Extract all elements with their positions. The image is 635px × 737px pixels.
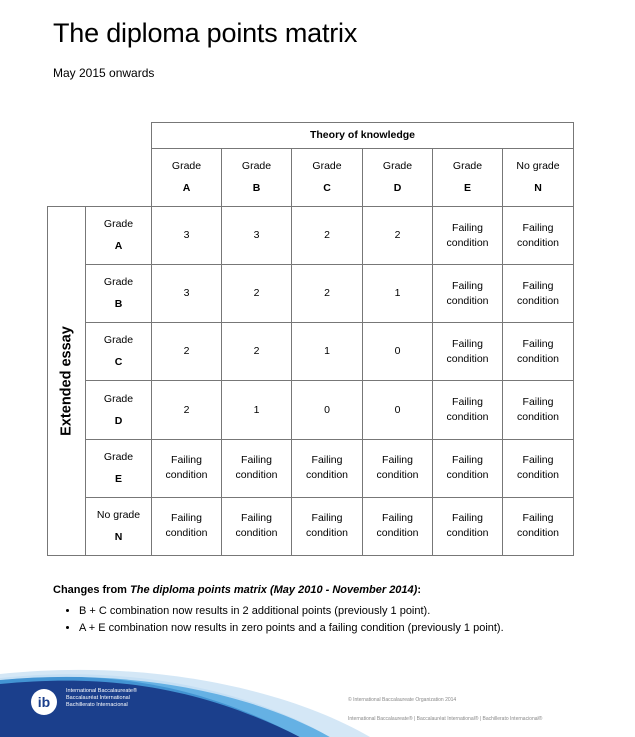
matrix-cell: Failing condition bbox=[433, 439, 503, 497]
matrix-cell: Failing condition bbox=[503, 497, 574, 555]
matrix-cell: 3 bbox=[152, 265, 222, 323]
ee-grade-e: Grade E bbox=[86, 439, 152, 497]
matrix-cell: 1 bbox=[292, 323, 363, 381]
matrix-cell: 3 bbox=[152, 207, 222, 265]
matrix-cell: Failing condition bbox=[292, 497, 363, 555]
tok-grade-b: Grade B bbox=[222, 149, 292, 207]
ee-grade-a: Grade A bbox=[86, 207, 152, 265]
matrix-cell: Failing condition bbox=[222, 497, 292, 555]
matrix-cell: Failing condition bbox=[503, 207, 574, 265]
points-matrix bbox=[47, 122, 574, 556]
matrix-cell: Failing condition bbox=[433, 207, 503, 265]
svg-text:ib: ib bbox=[37, 694, 51, 710]
changes-list bbox=[53, 605, 504, 634]
copyright-text: © International Baccalaureate Organization 2014 bbox=[348, 697, 457, 703]
ib-logo-icon bbox=[31, 689, 57, 715]
matrix-cell: 1 bbox=[222, 381, 292, 439]
matrix-cell: 0 bbox=[363, 323, 433, 381]
tok-grade-e: Grade E bbox=[433, 149, 503, 207]
matrix-cell: 2 bbox=[292, 207, 363, 265]
matrix-cell: Failing condition bbox=[503, 265, 574, 323]
ee-header: Extended essay bbox=[48, 207, 86, 556]
matrix-cell: Failing condition bbox=[433, 381, 503, 439]
matrix-cell: Failing condition bbox=[503, 439, 574, 497]
changes-section bbox=[53, 584, 504, 639]
matrix-cell: Failing condition bbox=[433, 497, 503, 555]
matrix-cell: Failing condition bbox=[433, 323, 503, 381]
matrix-cell: Failing condition bbox=[363, 439, 433, 497]
matrix-cell: 0 bbox=[363, 381, 433, 439]
matrix-cell: Failing condition bbox=[152, 497, 222, 555]
matrix-cell: 2 bbox=[152, 323, 222, 381]
matrix-cell: Failing condition bbox=[503, 381, 574, 439]
matrix-cell: 2 bbox=[222, 265, 292, 323]
matrix-cell: 3 bbox=[222, 207, 292, 265]
ib-org-names: International Baccalaureate® Baccalauréat International Bachillerato Internacional bbox=[66, 688, 138, 708]
matrix-cell: 2 bbox=[292, 265, 363, 323]
corner-blank bbox=[48, 123, 152, 207]
matrix-cell: Failing condition bbox=[433, 265, 503, 323]
changes-title-doc: The diploma points matrix (May 2010 - November 2014) bbox=[130, 584, 418, 596]
change-item: • A + E combination now results in zero points and a failing condition (previously 1 point). bbox=[79, 622, 504, 634]
matrix-cell: Failing condition bbox=[503, 323, 574, 381]
tok-grade-d: Grade D bbox=[363, 149, 433, 207]
matrix-cell: 2 bbox=[222, 323, 292, 381]
matrix-cell: Failing condition bbox=[363, 497, 433, 555]
ee-grade-d: Grade D bbox=[86, 381, 152, 439]
matrix-cell: Failing condition bbox=[222, 439, 292, 497]
tok-grade-c: Grade C bbox=[292, 149, 363, 207]
matrix-cell: 2 bbox=[363, 207, 433, 265]
ee-grade-c: Grade C bbox=[86, 323, 152, 381]
matrix-cell: 0 bbox=[292, 381, 363, 439]
changes-title: Changes from The diploma points matrix (May 2010 - November 2014): bbox=[53, 584, 421, 596]
ee-grade-n: No grade N bbox=[86, 497, 152, 555]
matrix-cell: 2 bbox=[152, 381, 222, 439]
page-subtitle: May 2015 onwards bbox=[53, 66, 155, 80]
matrix-cell: Failing condition bbox=[152, 439, 222, 497]
tok-grade-a: Grade A bbox=[152, 149, 222, 207]
change-item: • B + C combination now results in 2 additional points (previously 1 point). bbox=[79, 605, 504, 617]
brand-names: International Baccalaureate® | Baccalauréat International® | Bachillerato Internacional® bbox=[348, 716, 543, 722]
matrix-cell: 1 bbox=[363, 265, 433, 323]
ee-grade-b: Grade B bbox=[86, 265, 152, 323]
page-title: The diploma points matrix bbox=[53, 18, 358, 48]
tok-grade-n: No grade N bbox=[503, 149, 574, 207]
matrix-cell: Failing condition bbox=[292, 439, 363, 497]
tok-header: Theory of knowledge bbox=[152, 123, 574, 149]
